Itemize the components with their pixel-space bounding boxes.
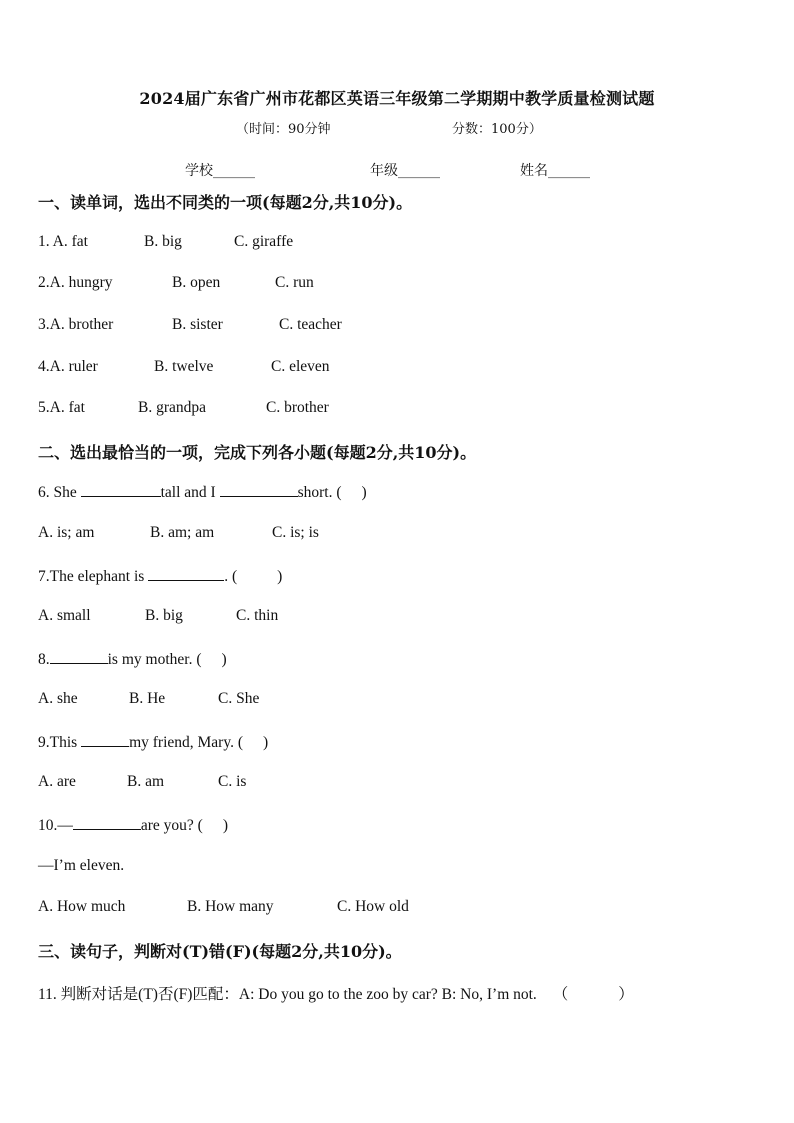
- question-3: [38, 316, 342, 334]
- option-c: C. is; is: [272, 524, 319, 541]
- question-5: [38, 399, 329, 417]
- option-a: A. she: [38, 690, 78, 707]
- school-field: 学校______: [185, 163, 255, 179]
- question-10-options: [38, 898, 409, 916]
- question-8-options: [38, 690, 259, 708]
- option-c: C. run: [275, 274, 314, 291]
- option-c: C. is: [218, 773, 247, 790]
- question-7: 7.The elephant is . ( ): [38, 568, 283, 585]
- question-6-options: [38, 524, 319, 542]
- option-b: B. am; am: [150, 524, 215, 541]
- option-b: B. sister: [172, 316, 223, 333]
- option-a: A. small: [38, 607, 91, 624]
- answer-blank[interactable]: [50, 649, 108, 664]
- question-10: 10.— are you? ( ): [38, 817, 229, 834]
- option-a: 2.A. hungry: [38, 274, 113, 291]
- question-2: [38, 274, 314, 292]
- answer-blank[interactable]: [81, 732, 129, 747]
- grade-field: 年级______: [370, 163, 440, 179]
- question-11: 11. 判断对话是(T)否(F)匹配：A: Do you go to the zoo by car? B: No, I’m not. （ ）: [38, 986, 634, 1003]
- option-b: B. How many: [187, 898, 274, 915]
- page-title: 2024届广东省广州市花都区英语三年级第二学期期中教学质量检测试题: [139, 89, 655, 108]
- question-9: 9.This my friend, Mary. ( ): [38, 734, 269, 751]
- option-b: B. He: [129, 690, 166, 707]
- option-c: C. teacher: [279, 316, 342, 333]
- section-2-heading: 二、选出最恰当的一项，完成下列各小题(每题2分,共10分)。: [38, 443, 477, 462]
- option-b: B. am: [127, 773, 165, 790]
- question-9-options: [38, 773, 246, 791]
- question-8: 8. is my mother. ( ): [38, 651, 227, 668]
- name-field: 姓名______: [520, 163, 590, 179]
- option-b: B. big: [144, 233, 182, 250]
- option-b: B. twelve: [154, 358, 214, 375]
- option-a: A. How much: [38, 898, 126, 915]
- exam-time: （时间：90分钟: [236, 122, 331, 137]
- option-b: B. open: [172, 274, 221, 291]
- question-7-options: [38, 607, 278, 625]
- option-c: C. eleven: [271, 358, 330, 375]
- question-4: [38, 358, 330, 376]
- option-a: 5.A. fat: [38, 399, 85, 416]
- answer-blank[interactable]: [220, 482, 298, 497]
- option-b: B. grandpa: [138, 399, 207, 416]
- answer-blank[interactable]: [81, 482, 161, 497]
- section-1-heading: 一、读单词，选出不同类的一项(每题2分,共10分)。: [38, 193, 413, 212]
- option-c: C. brother: [266, 399, 329, 416]
- option-b: B. big: [145, 607, 183, 624]
- question-1: [38, 233, 293, 251]
- answer-blank[interactable]: [73, 815, 141, 830]
- option-c: C. giraffe: [234, 233, 294, 250]
- option-a: 3.A. brother: [38, 316, 114, 333]
- section-3-heading: 三、读句子，判断对(T)错(F)(每题2分,共10分)。: [38, 942, 402, 961]
- question-10-answer: —I’m eleven.: [38, 857, 125, 874]
- option-a: 1. A. fat: [38, 233, 88, 250]
- option-c: C. How old: [337, 898, 409, 915]
- option-a: 4.A. ruler: [38, 358, 98, 375]
- answer-blank[interactable]: [148, 566, 224, 581]
- option-c: C. She: [218, 690, 260, 707]
- option-c: C. thin: [236, 607, 279, 624]
- option-a: A. is; am: [38, 524, 95, 541]
- exam-score: 分数：100分）: [452, 122, 542, 137]
- question-6: 6. She tall and I short. ( ): [38, 484, 367, 501]
- option-a: A. are: [38, 773, 76, 790]
